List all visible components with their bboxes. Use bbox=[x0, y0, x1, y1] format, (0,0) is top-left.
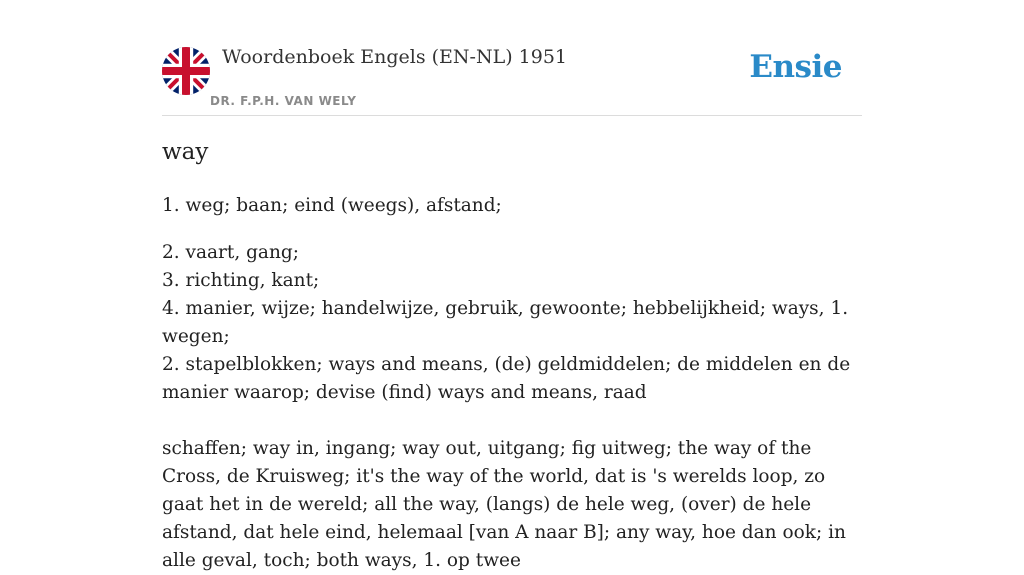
definition-paragraph: 1. weg; baan; eind (weegs), afstand; bbox=[162, 195, 502, 216]
dictionary-title[interactable]: Woordenboek Engels (EN-NL) 1951 bbox=[222, 46, 567, 68]
definition-paragraph: 2. vaart, gang; 3. richting, kant; 4. manier, wijze; handelwijze, gebruik, gewoonte; hebbelijkheid; ways, 1. wegen; 2. stapelblokken; ways and means, (de) geldmiddelen; de middelen en de manier waarop; devise (find) ways and means, raad bbox=[162, 242, 851, 403]
entry-definition bbox=[162, 192, 862, 575]
entry-term: way bbox=[162, 139, 209, 165]
dictionary-author[interactable]: DR. F.P.H. VAN WELY bbox=[210, 94, 357, 108]
definition-paragraph: schaffen; way in, ingang; way out, uitgang; fig uitweg; the way of the Cross, de Kruisweg; it's the way of the world, dat is 's werelds loop, zo gaat het in de wereld; all the way, (langs) de hele weg, (over) de hele afstand, dat hele eind, helemaal [van A naar B]; any way, hoe dan ook; in alle geval, toch; both ways, 1. op twee bbox=[162, 438, 846, 571]
dictionary-header bbox=[162, 0, 862, 116]
ensie-logo[interactable]: Ensie bbox=[749, 49, 842, 85]
page-container bbox=[162, 0, 862, 571]
uk-flag-icon bbox=[162, 47, 210, 95]
